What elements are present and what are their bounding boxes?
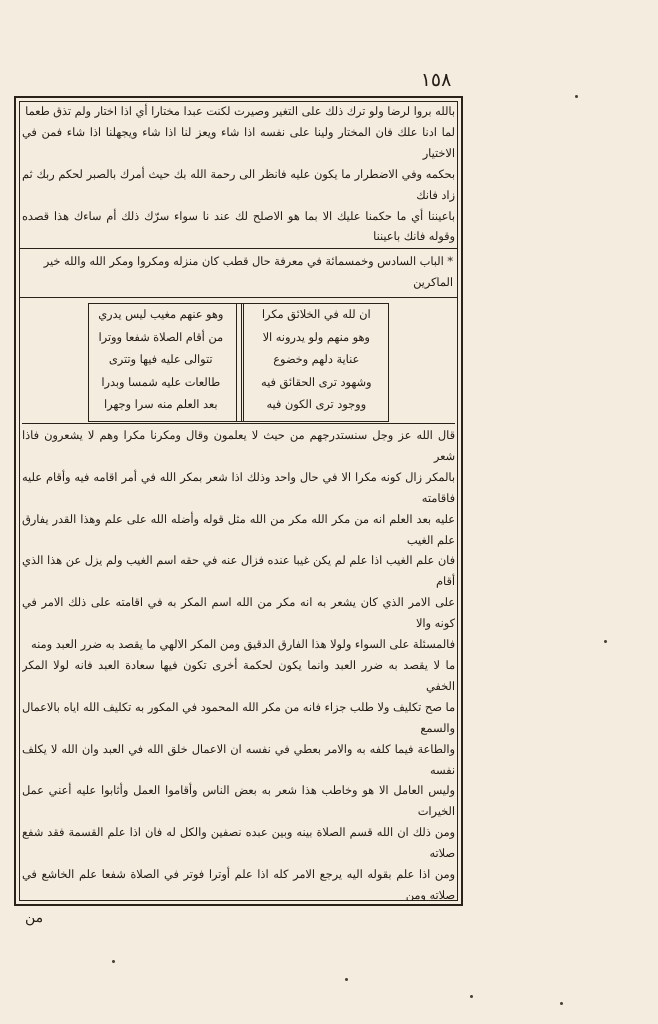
text-line: ومن اذا علم بقوله اليه يرجع الامر كله اذا علم أوترا فوتر في الصلاة شفعا علم الخاشع في صلاته ومن	[22, 868, 455, 901]
poem-hemistich: ووجود ترى الكون فيه	[266, 398, 367, 412]
paper-speck	[345, 978, 348, 981]
page-number: ١٥٨	[420, 69, 452, 91]
text-line: بالله بروا لرضا ولو ترك ذلك على التغير وصيرت لكنت عبدا مختارا أي اذا اختار ولم تذق طعما	[25, 105, 455, 118]
text-line: وليس العامل الا هو وخاطب هذا شعر به بعض الناس وأقاموا العمل وأثابوا عليه أعني عمل الخيرات	[22, 784, 455, 819]
poem-hemistich: من أقام الصلاة شفعا ووترا	[98, 330, 224, 344]
poem-hemistich: ان لله في الخلائق مكرا	[261, 308, 371, 321]
poem-right-column	[243, 304, 388, 421]
text-line: على الامر الذي كان يشعر به انه مكر من الله اسم المكر به في اقامته على ذلك الامر في كونه والا	[22, 596, 455, 631]
text-line: ما لا يقصد به ضرر العبد وانما يكون لحكمة أخرى تكون فيها سعادة العبد فانه لولا المكر الخفي	[22, 658, 455, 693]
text-line: بالمكر زال كونه مكرا الا في حال واحد وذلك اذا شعر بمكر الله في أمر اقامه فيه وأقام عليه فاقامته	[22, 470, 455, 505]
text-line: بحكمه وفي الاضطرار ما يكون عليه فانظر الى رحمة الله بك حيث أمرك بالصبر لحكم ربك ثم زاد فانك	[22, 167, 455, 202]
poem-hemistich: تتوالى عليه فيها وتترى	[108, 353, 213, 367]
opening-paragraph	[22, 102, 455, 250]
text-frame	[14, 96, 463, 906]
text-line: فالمسئلة على السواء ولولا هذا الفارق الدقيق ومن المكر الالهي ما يقصد به ضرر العبد ومنه	[31, 638, 455, 652]
poem-hemistich: طالعات عليه شمسا وبدرا	[101, 375, 221, 389]
text-line: لما ادنا علك فان المختار ولينا على نفسه اذا شاء ويعز لنا اذا شاء ويجهلنا اذا شاء فمن في الاختيار	[22, 125, 455, 160]
text-line: فان علم الغيب اذا علم لم يكن غيبا عنده فزال عنه في حقه اسم الغيب ولم يزل عن هذا الذي أقام	[22, 554, 455, 589]
poem-hemistich: بعد العلم منه سرا وجهرا	[103, 398, 218, 412]
chapter-heading-line: * الباب السادس وخمسمائة في معرفة حال قطب كان منزله ومكروا ومكر الله والله خير الماكرين	[43, 255, 453, 289]
chapter-heading	[19, 248, 458, 298]
paper-speck	[604, 640, 607, 643]
paper-speck	[112, 960, 115, 963]
text-line: عليه بعد العلم انه من مكر الله مكر من الله مثل قوله وأضله الله على علم وهذا القدر يفارق علم الغيب	[22, 512, 455, 547]
poem-hemistich: وهو عنهم مغيب ليس يدري	[98, 308, 224, 321]
paper-speck	[560, 1002, 563, 1005]
poem-box	[88, 303, 389, 422]
chapter-heading-line	[24, 293, 453, 298]
text-line: ما صح تكليف ولا طلب جزاء فانه من مكر الله المحمود في المكور به تكليف الله اياه بالاعمال والسمع	[22, 700, 455, 735]
text-line: والطاعة فيما كلفه به والامر بعطي في نفسه ان الاعمال خلق الله في العبد وان الله لا يكلف نفسه	[22, 742, 455, 777]
paper-speck	[470, 995, 473, 998]
poem-hemistich: وهو منهم ولو يدرونه الا	[262, 330, 370, 344]
poem-hemistich: وشهود ترى الحقائق فيه	[261, 375, 372, 389]
poem-left-column	[89, 304, 233, 421]
text-line: ومن ذلك ان الله قسم الصلاة بينه وبين عبده نصفين والكل له فان اذا علم القسمة فقد شفع صلاته	[22, 826, 455, 861]
main-paragraph	[22, 423, 455, 901]
catchword: من	[25, 910, 44, 926]
text-line: قال الله عز وجل سنستدرجهم من حيث لا يعلمون وقال ومكرنا مكرا وهم لا يشعرون فاذا شعر	[22, 429, 455, 463]
poem-divider	[236, 304, 242, 421]
paper-speck	[575, 95, 578, 98]
poem-hemistich: عناية دلهم وخضوع	[273, 353, 360, 367]
text-line: باعيننا أي ما حكمنا عليك الا بما هو الاصلح لك عند نا سواء سرّك ذلك أم ساءك هذا قصده وقوله فانك باعيننا	[22, 209, 455, 244]
